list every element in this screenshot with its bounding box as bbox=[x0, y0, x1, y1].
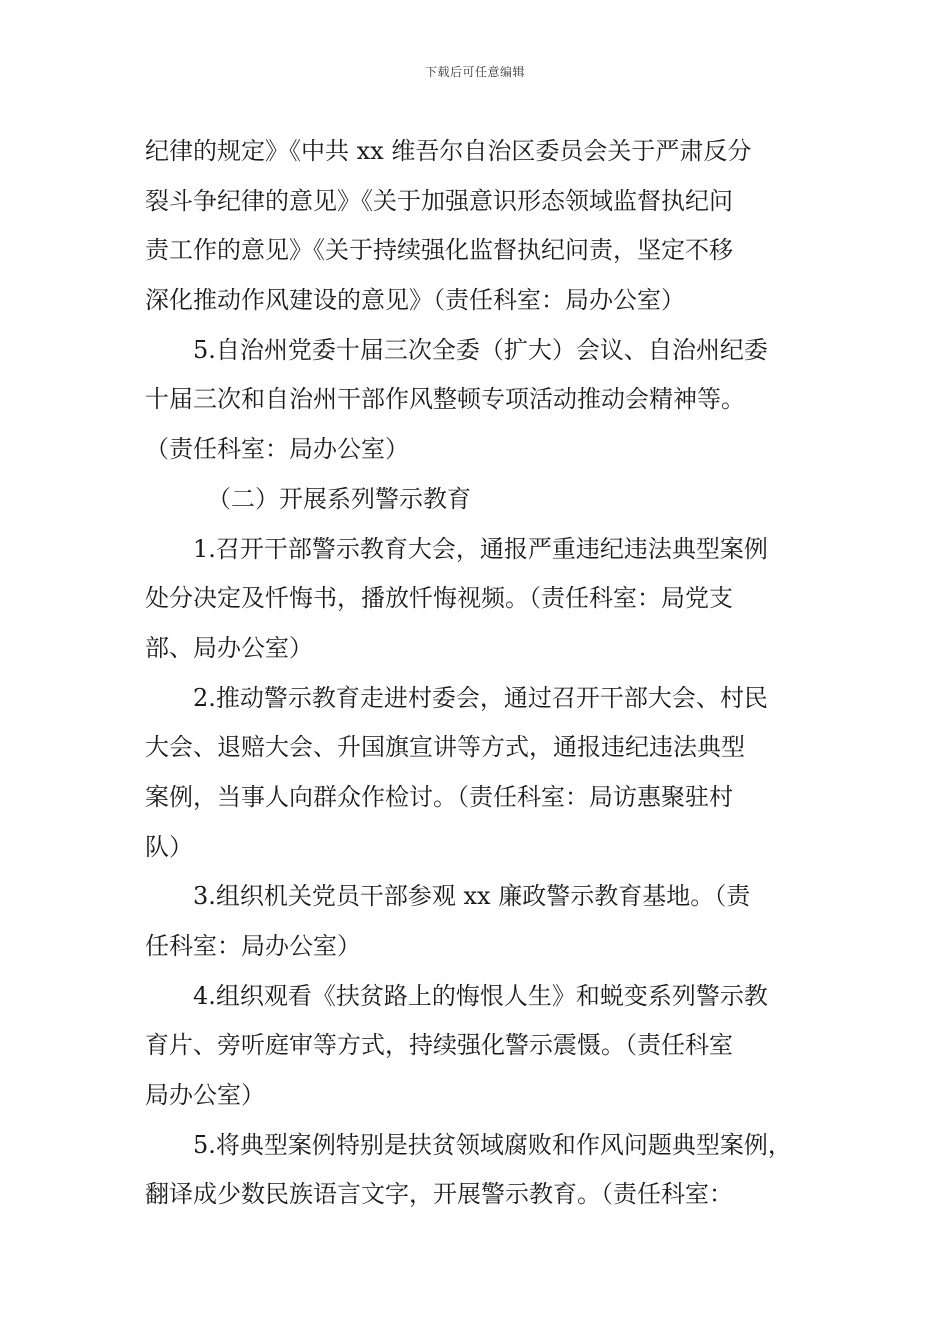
text-line: 十届三次和自治州干部作风整顿专项活动推动会精神等。 bbox=[145, 385, 745, 414]
text-line: 案例，当事人向群众作检讨。（责任科室：局访惠聚驻村 bbox=[145, 782, 733, 811]
text-line: 纪律的规定》《中共 xx 维吾尔自治区委员会关于严肃反分 bbox=[145, 137, 752, 165]
paragraph-start-line: 4.组织观看《扶贫路上的悔恨人生》和蜕变系列警示教 bbox=[193, 981, 768, 1010]
text-line: 大会、退赔大会、升国旗宣讲等方式，通报违纪违法典型 bbox=[145, 733, 745, 762]
text-line: 局办公室） bbox=[145, 1081, 265, 1110]
document-body bbox=[145, 127, 815, 1220]
paragraph-start-line: 2.推动警示教育走进村委会，通过召开干部大会、村民 bbox=[193, 683, 768, 712]
section-heading: （二）开展系列警示教育 bbox=[207, 484, 471, 513]
paragraph-start-line: 3.组织机关党员干部参观 xx 廉政警示教育基地。（责 bbox=[193, 882, 751, 911]
text-line: 处分决定及忏悔书，播放忏悔视频。（责任科室：局党支 bbox=[145, 584, 733, 613]
text-line: 育片、旁听庭审等方式，持续强化警示震慑。（责任科室 bbox=[145, 1031, 733, 1060]
text-line: 深化推动作风建设的意见》（责任科室：局办公室） bbox=[145, 286, 685, 315]
text-line: 翻译成少数民族语言文字，开展警示教育。（责任科室： bbox=[145, 1180, 733, 1209]
paragraph-start-line: 1.召开干部警示教育大会，通报严重违纪违法典型案例 bbox=[193, 534, 768, 563]
header-note: 下载后可任意编辑 bbox=[424, 65, 525, 79]
text-line: 任科室：局办公室） bbox=[145, 932, 361, 960]
text-line: 队） bbox=[145, 832, 193, 861]
paragraph-start-line: 5.自治州党委十届三次全委（扩大）会议、自治州纪委 bbox=[193, 335, 768, 364]
text-line: 部、局办公室） bbox=[145, 633, 313, 662]
text-line: （责任科室：局办公室） bbox=[145, 435, 409, 464]
paragraph-start-line: 5.将典型案例特别是扶贫领域腐败和作风问题典型案例， bbox=[193, 1130, 792, 1159]
text-line: 裂斗争纪律的意见》《关于加强意识形态领域监督执纪问 bbox=[145, 186, 733, 215]
text-line: 责工作的意见》《关于持续强化监督执纪问责，坚定不移 bbox=[145, 236, 733, 265]
